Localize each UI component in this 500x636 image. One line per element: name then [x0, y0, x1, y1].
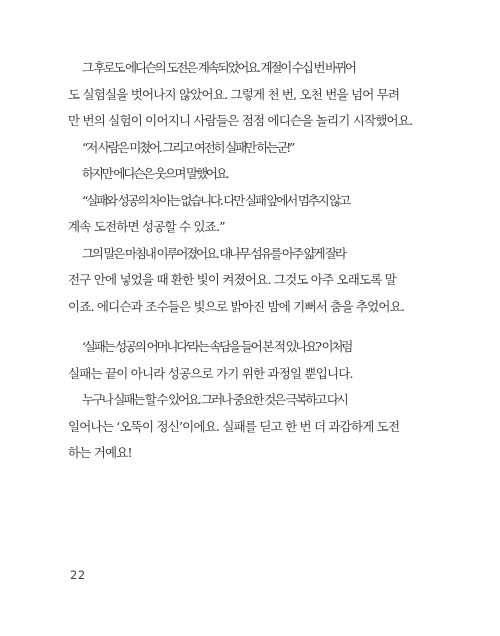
text-line: 그의 말은 마침내 이루어졌어요. 대나무 섬유를 아주 얇게 잘라 [82, 245, 345, 261]
text-line: “실패와 성공의 차이는 없습니다. 다만 실패 앞에서 멈추지 않고 [82, 192, 350, 208]
text-line: 하지만 에디슨은 웃으며 말했어요. [82, 166, 228, 181]
text-line: 이죠. 에디슨과 조수들은 빛으로 밝아진 밤에 기뻐서 춤을 추었어요. [68, 298, 405, 314]
text-line: 실패는 끝이 아니라 성공으로 가기 위한 과정일 뿐입니다. [68, 365, 353, 381]
text-line: 하는 거예요! [68, 445, 132, 460]
text-line: 그 후로도 에디슨의 도전은 계속되었어요. 계절이 수십 번 바뀌어 [82, 60, 355, 75]
text-line: 계속 도전하면 성공할 수 있죠.” [68, 219, 225, 234]
paragraph [68, 387, 440, 467]
paragraph [68, 161, 440, 188]
text-line: 일어나는 ‘오뚝이 정신’이에요. 실패를 딛고 한 번 더 과감하게 도전 [68, 418, 400, 434]
paragraph [68, 241, 440, 321]
story-section [68, 55, 440, 320]
quote-paragraph [68, 188, 440, 241]
lesson-section [68, 334, 440, 467]
text-line: 만 번의 실험이 이어지니 사람들은 점점 에디슨을 놀리기 시작했어요. [68, 113, 413, 128]
text-line: 누구나 실패는 할 수 있어요. 그러나 중요한 것은 극복하고 다시 [82, 392, 347, 407]
text-line: 전구 안에 넣었을 때 환한 빛이 켜졌어요. 그것도 아주 오래도록 말 [68, 272, 397, 287]
page-number: 22 [70, 568, 86, 582]
quote-paragraph [68, 135, 440, 162]
paragraph [68, 55, 440, 135]
text-line: “저 사람은 미쳤어. 그리고 여전히 실패만 하는군!” [82, 139, 294, 155]
paragraph [68, 334, 440, 387]
text-line: ‘실패는 성공의 어머니다’라는 속담을 들어 본 적 있나요? 이처럼 [82, 339, 352, 354]
text-line: 도 실험실을 벗어나지 않았어요. 그렇게 천 번, 오천 번을 넘어 무려 [68, 86, 400, 102]
